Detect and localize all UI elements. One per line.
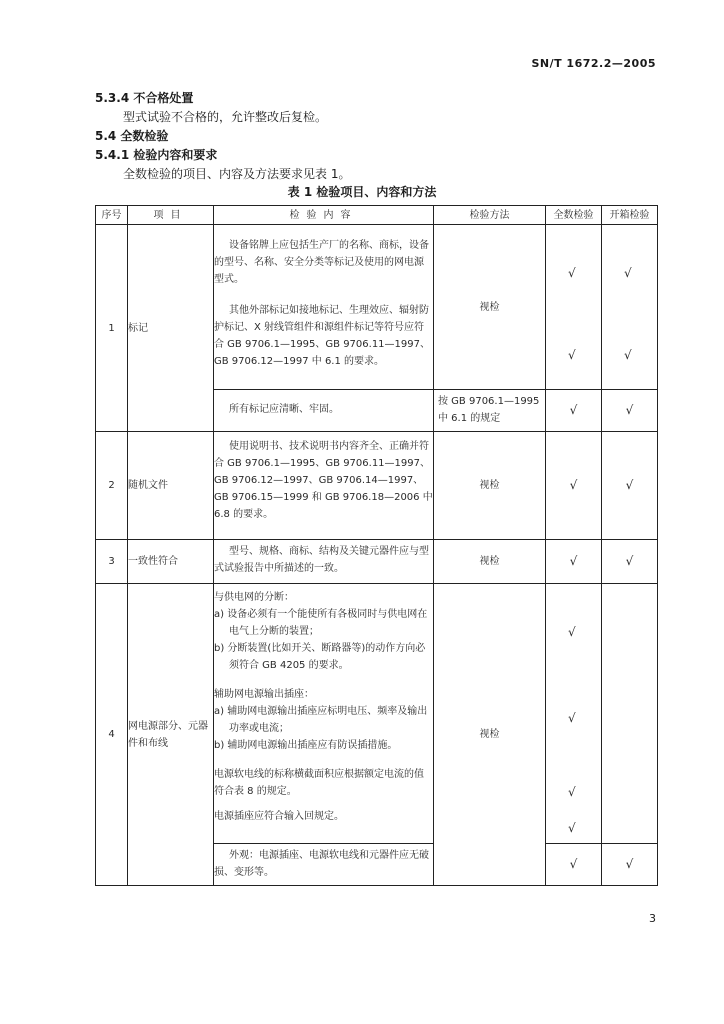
header-full-inspection: 全数检验 — [546, 206, 602, 225]
row-method: 视检 — [434, 225, 546, 390]
row-full-check — [546, 584, 602, 844]
standard-number: SN/T 1672.2—2005 — [531, 57, 656, 70]
row-method: 视检 — [434, 432, 546, 540]
check-mark: √ — [624, 266, 632, 280]
page-number: 3 — [649, 912, 656, 925]
row-content — [214, 844, 434, 886]
row-item: 随机文件 — [128, 432, 214, 540]
row-content — [214, 432, 434, 540]
content-text: 电源插座应符合输入回规定。 — [214, 811, 344, 822]
row-full-check: √ — [546, 390, 602, 432]
content-text: a) 辅助网电源输出插座应标明电压、频率及输出功率或电流； — [214, 706, 428, 734]
content-text: 所有标记应清晰、牢固。 — [229, 404, 339, 415]
table-header-row — [96, 206, 658, 225]
check-mark: √ — [568, 625, 576, 639]
content-text: 外观：电源插座、电源软电线和元器件应无破损、变形等。 — [214, 850, 429, 878]
table-row — [96, 432, 658, 540]
content-text: 型号、规格、商标、结构及关键元器件应与型式试验报告中所描述的一致。 — [214, 546, 429, 574]
section-5-3-4-title: 5.3.4 不合格处置 — [95, 91, 194, 105]
content-text: b) 辅助网电源输出插座应有防误插措施。 — [214, 740, 398, 751]
row-content — [214, 584, 434, 844]
section-5-4-title: 5.4 全数检验 — [95, 129, 169, 143]
content-text: 其他外部标记如接地标记、生理效应、辐射防护标记、X 射线管组件和源组件标记等符号应符合 GB 9706.1—1995、GB 9706.11—1997、GB 9706.12—1997 中 6.1 的要求。 — [214, 305, 430, 367]
check-mark: √ — [568, 266, 576, 280]
section-5-4-1-title: 5.4.1 检验内容和要求 — [95, 148, 218, 162]
content-text: a) 设备必须有一个能使所有各极同时与供电网在电气上分断的装置； — [214, 609, 428, 637]
content-text: 设备铭牌上应包括生产厂的名称、商标，设备的型号、名称、安全分类等标记及使用的网电源型式。 — [214, 240, 429, 285]
row-method — [434, 390, 546, 432]
header-no: 序号 — [96, 206, 128, 225]
row-no: 4 — [96, 584, 128, 886]
content-text: 辅助网电源输出插座： — [214, 689, 314, 700]
header-method: 检验方法 — [434, 206, 546, 225]
row-sample-check — [602, 584, 658, 844]
section-5-3-4-text: 型式试验不合格的，允许整改后复检。 — [123, 110, 328, 124]
row-full-check — [546, 225, 602, 390]
row-full-check: √ — [546, 844, 602, 886]
header-sample-inspection: 开箱检验 — [602, 206, 658, 225]
content-text: 网电源部分、元器件和布线 — [128, 720, 208, 749]
table-caption: 表 1 检验项目、内容和方法 — [287, 185, 437, 199]
row-no: 2 — [96, 432, 128, 540]
row-no: 1 — [96, 225, 128, 432]
table-row — [96, 540, 658, 584]
inspection-table — [95, 205, 658, 886]
content-text: 使用说明书、技术说明书内容齐全、正确并符合 GB 9706.1—1995、GB 9706.11—1997、GB 9706.12—1997、GB 9706.14—1997、GB 9706.15—1999 和 GB 9706.18—2006 中 6.8 的要求。 — [214, 441, 433, 520]
content-text: 与供电网的分断： — [214, 592, 294, 603]
row-content — [214, 225, 434, 390]
content-text: b) 分断装置(比如开关、断路器等)的动作方向必须符合 GB 4205 的要求。 — [214, 643, 426, 671]
section-5-4-1-text: 全数检验的项目、内容及方法要求见表 1。 — [123, 167, 351, 181]
row-full-check: √ — [546, 540, 602, 584]
check-mark: √ — [624, 348, 632, 362]
row-method: 视检 — [434, 540, 546, 584]
row-content — [214, 540, 434, 584]
row-no: 3 — [96, 540, 128, 584]
row-item — [128, 584, 214, 886]
content-text: 电源软电线的标称横截面积应根据额定电流的值符合表 8 的规定。 — [214, 769, 424, 797]
row-item: 一致性符合 — [128, 540, 214, 584]
row-sample-check: √ — [602, 540, 658, 584]
check-mark: √ — [568, 348, 576, 362]
header-item: 项目 — [128, 206, 214, 225]
table-row — [96, 225, 658, 390]
row-sample-check: √ — [602, 390, 658, 432]
header-content: 检验内容 — [214, 206, 434, 225]
row-full-check: √ — [546, 432, 602, 540]
check-mark: √ — [568, 785, 576, 799]
row-method: 视检 — [434, 584, 546, 886]
row-sample-check — [602, 225, 658, 390]
row-sample-check: √ — [602, 844, 658, 886]
row-sample-check: √ — [602, 432, 658, 540]
content-text: 按 GB 9706.1—1995 中 6.1 的规定 — [438, 396, 540, 424]
check-mark: √ — [568, 821, 576, 835]
table-row — [96, 584, 658, 844]
check-mark: √ — [568, 711, 576, 725]
row-item: 标记 — [128, 225, 214, 432]
row-content — [214, 390, 434, 432]
